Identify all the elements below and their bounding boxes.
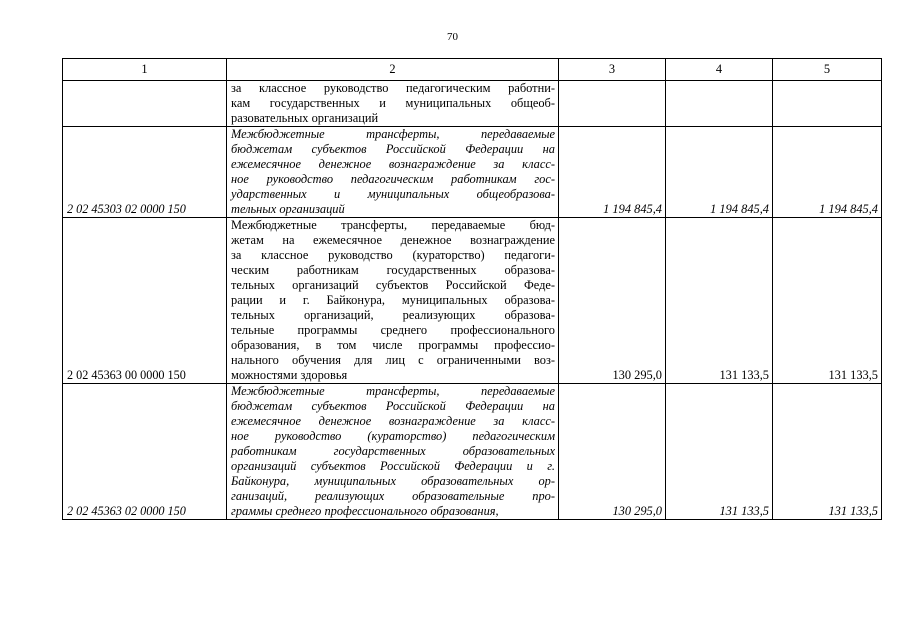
header-col-1: 1 (63, 59, 227, 81)
amount-col-5 (773, 81, 882, 127)
description-line: кам государственных и муниципальных общеоб- (231, 96, 555, 110)
header-col-4: 4 (666, 59, 773, 81)
amount-col-4: 1 194 845,4 (666, 127, 773, 218)
description-line: организаций субъектов Российской Федерации и г. (231, 459, 555, 473)
description-line: Межбюджетные трансферты, передаваемые (231, 384, 555, 398)
description-line: ежемесячное денежное вознаграждение за класс- (231, 414, 555, 428)
amount-col-5: 1 194 845,4 (773, 127, 882, 218)
amount-col-3: 130 295,0 (559, 218, 666, 384)
amount-col-3: 130 295,0 (559, 384, 666, 520)
description-cell (227, 218, 559, 384)
description-cell (227, 127, 559, 218)
description-line: граммы среднего профессионального образования, (231, 504, 499, 518)
budget-code-cell: 2 02 45303 02 0000 150 (63, 127, 227, 218)
budget-code-cell (63, 81, 227, 127)
description-line: тельных организаций субъектов Российской Феде- (231, 278, 555, 292)
description-line: бюджетам субъектов Российской Федерации на (231, 399, 555, 413)
description-line: ное руководство (кураторство) педагогическим (231, 429, 555, 443)
page-number: 70 (447, 31, 458, 43)
description-line: нального обучения для лиц с ограниченными воз- (231, 353, 555, 367)
description-line: ганизаций, реализующих образовательные про- (231, 489, 555, 503)
table-row (63, 218, 882, 384)
description-line: Межбюджетные трансферты, передаваемые (231, 127, 555, 141)
description-line: за классное руководство педагогическим работни- (231, 81, 555, 95)
header-col-2: 2 (227, 59, 559, 81)
description-line: рации и г. Байконура, муниципальных образова- (231, 293, 555, 307)
amount-col-4 (666, 81, 773, 127)
description-cell (227, 384, 559, 520)
description-line: ческим работникам государственных образова- (231, 263, 555, 277)
header-row (63, 59, 882, 81)
amount-col-4: 131 133,5 (666, 218, 773, 384)
amount-col-3: 1 194 845,4 (559, 127, 666, 218)
header-col-3: 3 (559, 59, 666, 81)
description-line: Байконура, муниципальных образовательных ор- (231, 474, 555, 488)
description-line: можностями здоровья (231, 368, 348, 382)
table-row (63, 127, 882, 218)
amount-col-3 (559, 81, 666, 127)
amount-col-5: 131 133,5 (773, 384, 882, 520)
description-line: за классное руководство (кураторство) педагоги- (231, 248, 555, 262)
description-line: тельные программы среднего профессионального (231, 323, 555, 337)
table-row (63, 384, 882, 520)
budget-code-cell: 2 02 45363 02 0000 150 (63, 384, 227, 520)
budget-table (62, 58, 882, 520)
table-body (63, 81, 882, 520)
description-line: ежемесячное денежное вознаграждение за класс- (231, 157, 555, 171)
description-line: Межбюджетные трансферты, передаваемые бюд- (231, 218, 555, 232)
description-line: образования, в том числе программы профессио- (231, 338, 555, 352)
description-line: тельных организаций, реализующих образова- (231, 308, 555, 322)
description-line: разовательных организаций (231, 111, 379, 125)
description-cell (227, 81, 559, 127)
description-line: работникам государственных образовательных (231, 444, 555, 458)
description-line: ударственных и муниципальных общеобразова- (231, 187, 555, 201)
description-line: ное руководство педагогическим работникам гос- (231, 172, 555, 186)
header-col-5: 5 (773, 59, 882, 81)
table-row (63, 81, 882, 127)
budget-code-cell: 2 02 45363 00 0000 150 (63, 218, 227, 384)
description-line: тельных организаций (231, 202, 345, 216)
amount-col-5: 131 133,5 (773, 218, 882, 384)
description-line: жетам на ежемесячное денежное вознаграждение (231, 233, 555, 247)
amount-col-4: 131 133,5 (666, 384, 773, 520)
description-line: бюджетам субъектов Российской Федерации на (231, 142, 555, 156)
